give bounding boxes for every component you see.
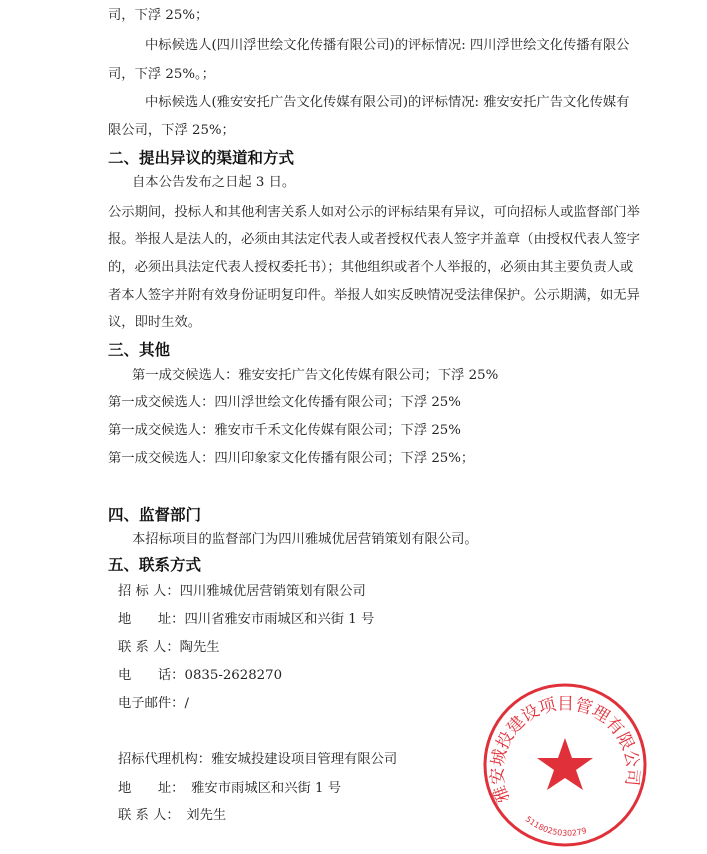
section-heading: 二、提出异议的渠道和方式	[108, 149, 295, 167]
section-heading: 三、其他	[108, 341, 171, 359]
paragraph-line: 者本人签字并附有效身份证明复印件。举报人如实反映情况受法律保护。公示期满，如无异	[108, 288, 640, 303]
list-item: 第一成交候选人：雅安安托广告文化传媒有限公司；下浮 25%	[132, 368, 499, 383]
text-line: 限公司，下浮 25%；	[108, 123, 235, 138]
list-item: 第一成交候选人：雅安市千禾文化传媒有限公司；下浮 25%	[108, 423, 461, 438]
tenderer: 招 标 人：四川雅城优居营销策划有限公司	[118, 584, 366, 599]
agency-address: 地 址： 雅安市雨城区和兴街 1 号	[118, 781, 342, 796]
phone: 电 话：0835-2628270	[118, 668, 283, 683]
list-item: 第一成交候选人：四川浮世绘文化传播有限公司；下浮 25%	[108, 395, 461, 410]
paragraph-line: 公示期间，投标人和其他利害关系人如对公示的评标结果有异议，可向招标人或监督部门举	[108, 205, 640, 220]
text-line: 司，下浮 25%。；	[108, 67, 215, 82]
email: 电子邮件：/	[118, 696, 189, 711]
address: 地 址：四川省雅安市雨城区和兴街 1 号	[118, 612, 375, 627]
seal-text: 雅安城投建设项目管理有限公司	[487, 694, 643, 806]
paragraph: 自本公告发布之日起 3 日。	[132, 175, 296, 190]
paragraph: 本招标项目的监督部门为四川雅城优居营销策划有限公司。	[132, 532, 478, 547]
text-line: 司，下浮 25%；	[108, 8, 209, 23]
contact-person: 联 系 人：陶先生	[118, 640, 220, 655]
star-icon	[537, 738, 593, 790]
paragraph-line: 的，必须出具法定代表人授权委托书）；其他组织或者个人举报的，必须由其主要负责人或	[108, 260, 634, 275]
seal-ring	[485, 685, 645, 845]
agency-contact: 联 系 人： 刘先生	[118, 808, 227, 823]
company-seal	[480, 680, 650, 850]
candidate-evaluation: 中标候选人(雅安安托广告文化传媒有限公司)的评标情况: 雅安安托广告文化传媒有	[145, 95, 630, 110]
section-heading: 五、联系方式	[108, 556, 202, 574]
paragraph-line: 报。举报人是法人的，必须由其法定代表人或者授权代表人签字并盖章（由授权代表人签字	[108, 232, 640, 247]
candidate-evaluation: 中标候选人(四川浮世绘文化传播有限公司)的评标情况: 四川浮世绘文化传播有限公	[145, 38, 630, 53]
agency: 招标代理机构：雅安城投建设项目管理有限公司	[118, 752, 398, 767]
section-heading: 四、监督部门	[108, 506, 202, 524]
paragraph-line: 议，即时生效。	[108, 315, 202, 330]
list-item: 第一成交候选人：四川印象家文化传播有限公司；下浮 25%；	[108, 451, 475, 466]
seal-number: 5118025030279	[523, 814, 588, 838]
